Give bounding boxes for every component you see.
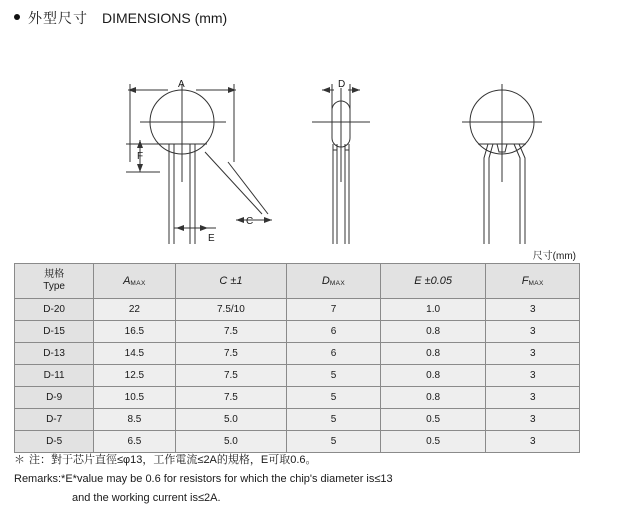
cell-c: 7.5/10 xyxy=(175,299,287,321)
header-a-symbol: A xyxy=(123,275,131,287)
cell-f: 3 xyxy=(486,409,580,431)
label-a: A xyxy=(178,79,185,90)
cell-f: 3 xyxy=(486,321,580,343)
cell-e: 0.8 xyxy=(380,321,486,343)
cell-a: 14.5 xyxy=(94,343,175,365)
cell-f: 3 xyxy=(486,343,580,365)
header-type-cn: 規格 xyxy=(44,268,65,280)
footnote-star: ＊ xyxy=(14,454,25,466)
header-d-symbol: D xyxy=(321,275,330,287)
cell-f: 3 xyxy=(486,365,580,387)
table-row xyxy=(15,387,580,409)
cell-f: 3 xyxy=(486,299,580,321)
cell-d: 5 xyxy=(287,365,380,387)
cell-d: 5 xyxy=(287,431,380,453)
header-d xyxy=(287,264,380,299)
footnote-en-line2-text: and the working current is≤2A. xyxy=(72,492,221,505)
header-f xyxy=(486,264,580,299)
table-header-row xyxy=(15,264,580,299)
cell-d: 7 xyxy=(287,299,380,321)
cell-c: 7.5 xyxy=(175,387,287,409)
cell-type: D-11 xyxy=(15,365,94,387)
cell-d: 6 xyxy=(287,321,380,343)
header-e-label: E ±0.05 xyxy=(414,275,453,287)
header-a-sub: MAX xyxy=(130,280,146,287)
header-f-sub: MAX xyxy=(528,280,544,287)
cell-e: 0.8 xyxy=(380,343,486,365)
table-row xyxy=(15,299,580,321)
cell-c: 5.0 xyxy=(175,409,287,431)
dimension-units-caption: 尺寸(mm) xyxy=(532,251,576,262)
footnote-en-line1: Remarks:*E*value may be 0.6 for resistors for which the chip's diameter is≤13 xyxy=(14,473,393,486)
cell-e: 1.0 xyxy=(380,299,486,321)
cell-a: 16.5 xyxy=(94,321,175,343)
cell-c: 7.5 xyxy=(175,321,287,343)
header-c-label: C ±1 xyxy=(219,275,243,287)
footnote-cn-text: 注：對于芯片直徑≤φ13，工作電流≤2A的規格，E可取0.6。 xyxy=(29,454,317,466)
heading-title-en: DIMENSIONS (mm) xyxy=(102,10,228,26)
heading-title-cn: 外型尺寸 xyxy=(28,10,88,26)
footnote-cn-line xyxy=(14,452,626,469)
cell-type: D-7 xyxy=(15,409,94,431)
cell-f: 3 xyxy=(486,431,580,453)
cell-e: 0.8 xyxy=(380,365,486,387)
cell-type: D-13 xyxy=(15,343,94,365)
cell-type: D-20 xyxy=(15,299,94,321)
cell-a: 8.5 xyxy=(94,409,175,431)
header-type-en: Type xyxy=(43,281,65,292)
dimension-table-wrap xyxy=(14,263,580,453)
table-row xyxy=(15,343,580,365)
header-d-sub: MAX xyxy=(329,280,346,287)
header-e xyxy=(380,264,486,299)
dimension-table xyxy=(14,263,580,453)
header-type xyxy=(15,264,94,299)
label-d: D xyxy=(338,79,346,90)
footnotes xyxy=(14,452,626,507)
label-e: E xyxy=(208,233,215,244)
cell-c: 7.5 xyxy=(175,343,287,365)
bullet-dot-icon xyxy=(14,14,20,20)
cell-d: 5 xyxy=(287,387,380,409)
cell-e: 0.5 xyxy=(380,431,486,453)
label-c: C xyxy=(246,216,254,227)
cell-c: 5.0 xyxy=(175,431,287,453)
table-row xyxy=(15,431,580,453)
cell-d: 5 xyxy=(287,409,380,431)
cell-a: 22 xyxy=(94,299,175,321)
table-row xyxy=(15,321,580,343)
header-f-symbol: F xyxy=(521,275,529,287)
cell-a: 10.5 xyxy=(94,387,175,409)
dimension-drawings xyxy=(0,32,644,247)
label-f: F xyxy=(137,151,144,162)
cell-type: D-5 xyxy=(15,431,94,453)
header-c xyxy=(175,264,287,299)
cell-type: D-15 xyxy=(15,321,94,343)
table-row xyxy=(15,365,580,387)
cell-a: 12.5 xyxy=(94,365,175,387)
cell-a: 6.5 xyxy=(94,431,175,453)
cell-e: 0.8 xyxy=(380,387,486,409)
header-a xyxy=(94,264,175,299)
cell-e: 0.5 xyxy=(380,409,486,431)
drawing-svg xyxy=(0,32,644,247)
table-row xyxy=(15,409,580,431)
footnote-en-line2 xyxy=(14,490,626,507)
cell-d: 6 xyxy=(287,343,380,365)
cell-f: 3 xyxy=(486,387,580,409)
dimension-table-body xyxy=(15,299,580,453)
cell-type: D-9 xyxy=(15,387,94,409)
cell-c: 7.5 xyxy=(175,365,287,387)
page-heading xyxy=(14,8,227,28)
